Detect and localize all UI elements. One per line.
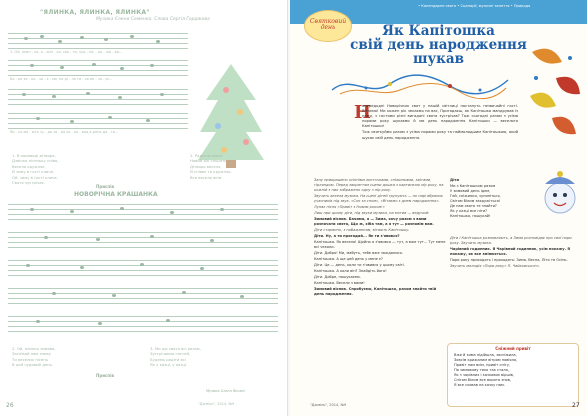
verse-line: 3. Ми цю свято всі разом, bbox=[150, 346, 201, 351]
script-column-left bbox=[314, 178, 446, 298]
ornament-swirl bbox=[330, 72, 510, 100]
verse-line: Новий рік спішить, bbox=[190, 158, 228, 164]
verse-line: Будемо радіти всі bbox=[150, 356, 186, 362]
page-number-left: 26 bbox=[6, 402, 14, 409]
poem-line: Привіт нам всім, привіт снігу, bbox=[454, 363, 510, 367]
right-page bbox=[290, 0, 587, 416]
verse-line: Як у казці, у казці. bbox=[150, 362, 188, 368]
song-credits: Музика Єлени Семенко. Слова Сергія Горджова bbox=[96, 17, 210, 22]
music-credit: Музика Ольги Якової bbox=[206, 389, 245, 393]
verse-line: В цей чудовий день. bbox=[12, 362, 54, 368]
verse-line: Ти веселих пісень bbox=[12, 356, 49, 362]
script-paragraph: Залу прикрашено осінніми листочками, сніжинками, квітами, гірляндою. Перед закриттям сцени дошка з картинкою пір року, на кожній з них зображено одну з пір року. bbox=[314, 178, 444, 192]
issue-footer-right: "Джміль", 2014, №9 bbox=[310, 403, 347, 407]
poem-line: Снігом білим все вкрито знов, bbox=[454, 378, 512, 382]
music-staff bbox=[8, 288, 278, 304]
music-staff bbox=[8, 89, 188, 105]
verse-line: Дзвінко пісеньку співа, bbox=[12, 158, 59, 164]
script-paragraph: Діти. Добро! Ми, мабуть, тебе вже заждалися. bbox=[314, 251, 403, 255]
verse-line: Й зиму в гості кличе, bbox=[12, 169, 55, 175]
verse-line: Ой, зиму в гості кличе, bbox=[12, 174, 58, 180]
title-line: шукав bbox=[412, 51, 465, 67]
verse-4 bbox=[150, 346, 201, 368]
verse-line: Все весело всім bbox=[190, 174, 222, 180]
intro-paragraph bbox=[362, 104, 518, 141]
script-paragraph: Звучить мелодія «Пори року» П. Чайковського. bbox=[450, 264, 540, 268]
script-paragraph: Капітошка. Як весело! Щойно я з'явився — тут, а вже тут... Тут мене всі чекали. bbox=[314, 240, 446, 249]
script-paragraph: Пори року приходять і проходять: Зима, Весна, Літо та Осінь. bbox=[450, 258, 568, 262]
verse-line: Ми з Капітошкою разом bbox=[450, 184, 496, 188]
poem-line: Зовсім крижаним вітром повіяла, bbox=[454, 358, 518, 362]
snowman-illustration bbox=[537, 170, 583, 216]
left-page bbox=[0, 0, 288, 416]
badge-label: Святковий день bbox=[309, 18, 347, 31]
speaker-label: Діти bbox=[450, 178, 460, 182]
poem-line: Як з чарівних і казкових віршів, bbox=[454, 373, 515, 377]
verse-line: Зустрічаємо гостей, bbox=[150, 351, 191, 357]
song-title: "ЯЛИНКА, ЯЛИНКА, ЯЛИНКА" bbox=[40, 9, 150, 16]
music-staff bbox=[8, 113, 188, 129]
verse-line: 2. Радісно свято bbox=[190, 153, 223, 158]
poem-title: Сніжний привіт bbox=[495, 346, 531, 351]
verse-line: Весело кружляє, bbox=[12, 163, 46, 169]
verse-1 bbox=[12, 153, 58, 185]
title-line: Як Капітошка bbox=[382, 23, 495, 39]
script-paragraph: Діти. Це — день, коли ти з'явився у цьому світі. bbox=[314, 263, 405, 267]
music-staff bbox=[8, 204, 278, 220]
autumn-leaves-illustration bbox=[522, 42, 584, 142]
verse-line: Світом білим закружіться! bbox=[450, 199, 501, 203]
music-staff bbox=[8, 33, 188, 49]
script-paragraph: Діти. Добре, пошукаємо. bbox=[314, 275, 361, 279]
script-paragraph: Лунає пісня «Привіт з Новим роком!» bbox=[314, 205, 385, 209]
chorus-label: Приспів bbox=[96, 184, 115, 189]
title-line: свій день народження bbox=[350, 37, 527, 53]
page-number-right: 27 bbox=[572, 402, 580, 409]
script-paragraph: Чарівний годинник. Я Чарівний годинник, усім покажу. Я покажу, як все змінюється. bbox=[450, 247, 570, 256]
script-paragraph: Діти старанно, з побажанням, вітають Капітошку. bbox=[314, 228, 410, 232]
music-staff bbox=[8, 316, 278, 332]
poem-line: По зимовому тихо так стало, bbox=[454, 368, 509, 372]
verse-line: Й співає та кружляє, bbox=[190, 169, 232, 175]
script-paragraph: Діти і Капітошка розмовляють, а Зима розповідає про свої пори року. Звучить музика. bbox=[450, 236, 572, 245]
intro-text: апередодні Новорічних свят у нашій світлиці постануть незвичайні гості. Вітаємо! Ми кожен рік чекаємо на вас, Пригадаєш, як Капітошка мандрував із нами, з гостями різні вигадані свята зустрічав? Тож сьогодні разом з усіма порами року шукаємо й ми день народження Капітошки — веселого Капітошки! bbox=[362, 104, 518, 129]
music-staff bbox=[8, 232, 278, 248]
second-song-title: НОВОРІЧНА КРАШАНКА bbox=[74, 191, 158, 198]
poem-line: Вже й зима підійшла, засніжила, bbox=[454, 353, 517, 357]
verse-line: Як у казці все піти? bbox=[450, 209, 488, 213]
script-paragraph: Лиш при цьому діти, під звуки музики, на мотив — ведучий: bbox=[314, 211, 430, 215]
script-column-right-continued bbox=[450, 236, 578, 270]
verse-line: Свято зустрічає. bbox=[12, 180, 45, 186]
verse-2 bbox=[190, 153, 232, 180]
script-paragraph: Капітошка. Весело з вами! bbox=[314, 281, 365, 285]
script-column-right bbox=[450, 178, 534, 219]
music-staff bbox=[8, 60, 188, 76]
header-tags: • Календарне свято • Сценарії, музичні заняття • Природа bbox=[418, 4, 531, 8]
script-paragraph: Звучить весела музика. На сцені дітей групують — по парі вбраних учасників під звук. «Сон за сном», «Вітаємо з днем народження». bbox=[314, 194, 443, 203]
lyrics-line: Яр - ко ма - ють чу - до за - ра хо - ро - вод в день да - ти... bbox=[10, 130, 119, 134]
intro-text: Тож святкуймо разом з усіма порами року та наймолодшим Капітошкою, який шукає свій день народження. bbox=[362, 130, 518, 140]
script-paragraph: Капітошка. А ще цей день у мене є? bbox=[314, 257, 383, 261]
verse-line: У зимовий день ідем, bbox=[450, 189, 491, 193]
verse-line: Дітвора весела bbox=[190, 163, 221, 169]
script-paragraph: Зимовий вісник. Бачимо, я — Зима, хочу разом з вами розпочати свято, Що ж, хіба там, а я тут — розповім вам. bbox=[314, 217, 434, 226]
verse-3 bbox=[12, 346, 56, 368]
lyrics-line: 1. Ой, ялин - ко, я - лин - ко, свя - та, чуд - на, - ро - жа - ва... bbox=[10, 50, 123, 54]
verse-line: Гей, сніжинки, зупиніться, bbox=[450, 194, 501, 198]
chorus-label: Приспів bbox=[96, 373, 115, 378]
verse-line: Заспівай нам знову bbox=[12, 351, 51, 357]
script-paragraph: Діти. Ну, а ти пригадай... Як ти з'явився? bbox=[314, 234, 400, 238]
verse-line: 2. Ой, ялинко зимова, bbox=[12, 346, 56, 351]
verse-line: Де нам свято те знайти? bbox=[450, 204, 497, 208]
verse-line: Капітошко, пошукай! bbox=[450, 214, 491, 218]
issue-footer-left: "Джміль", 2014, №9 bbox=[198, 402, 235, 406]
drop-cap: Н bbox=[354, 102, 372, 123]
poem-box bbox=[447, 343, 579, 407]
poem-line: Я все сховав на казку нам. bbox=[454, 383, 505, 387]
poem-lines bbox=[454, 353, 517, 388]
script-paragraph: Капітошка. А коли він? Знайдіть його! bbox=[314, 269, 387, 273]
lyrics-line: Бо - ре за - ки - ча - є - мо, по ді - ло ти - хо ве - чо - рі... bbox=[10, 77, 112, 81]
verse-line: 1. В хороводі дітвора, bbox=[12, 153, 56, 158]
script-paragraph: Зимовий вісник. Спробуємо, Капітошко, разом знайти твій день народження. bbox=[314, 287, 437, 296]
